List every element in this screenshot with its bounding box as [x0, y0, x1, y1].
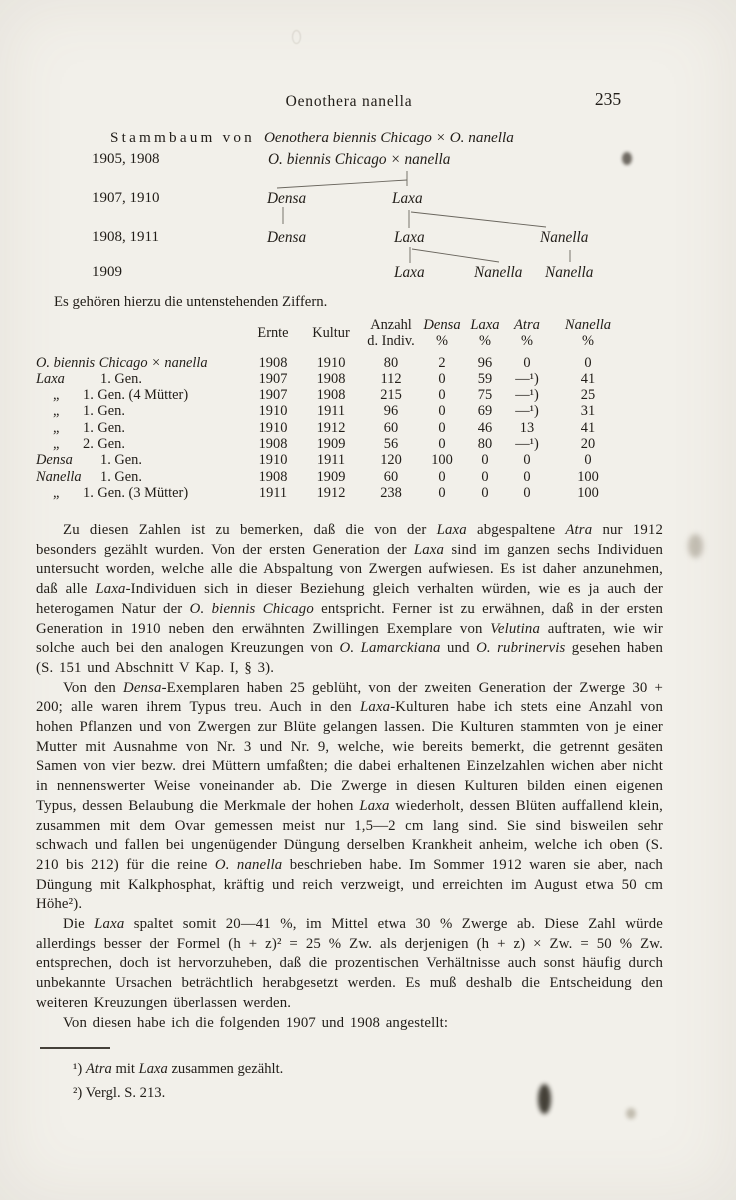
- cell-laxa: 80: [477, 436, 493, 453]
- row-label: „ 1. Gen. (4 Mütter): [53, 387, 189, 404]
- cell-densa: 0: [438, 403, 446, 420]
- cell-ernte: 1910: [258, 452, 288, 469]
- cell-nanella: 20: [580, 436, 596, 453]
- paragraph-2: Von den Densa-Exemplaren haben 25 geblüht, von der zweiten Generation der Zwerge 30 + 200; alle waren ihrem Typus treu. Auch in den Laxa-Kulturen habe ich stets eine Anzahl von hohen Pflanzen und von Zwergen zur Blüte gelangen lassen. Die Kulturen stammten von je einer Mutter mit Ausnahme von Nr. 3 und Nr. 9, welche, wie bereits bemerkt, die getrennt gesäten Samen von vier bezw. drei Müttern umfaßten; die dabei erhaltenen Einzelzahlen wichen aber nicht in nennenswerter Weise voneinander ab. Die Zwerge in diesen Kulturen bilden einen eigenen Typus, dessen Belaubung die Merkmale der hohen Laxa wiederholt, dessen Blüten auffallend klein, zusammen mit dem Ovar gemessen meist nur 1,5—2 cm lang sind. Sie sind bisweilen sehr schwach und fallen bei ungenügender Düngung derselben Krankheit anheim, welche ich oben (S. 210 bis 212) für die reine O. nanella beschrieben habe. Im Sommer 1912 waren sie aber, nach Düngung mit Kalkphosphat, kräftig und reich verzweigt, und erreichten im August etwa 50 cm Höhe²).: [36, 679, 663, 913]
- table-intro: Es gehören hierzu die untenstehenden Ziffern.: [54, 294, 328, 310]
- tree-year-1909: 1909: [92, 264, 122, 280]
- cell-kultur: 1912: [316, 419, 346, 436]
- cell-ernte: 1907: [258, 387, 288, 404]
- header-atra: Atra %: [514, 317, 540, 350]
- cell-ernte: 1907: [258, 370, 288, 387]
- ink-smudge: [622, 152, 632, 165]
- header-nanella: Nanella %: [564, 317, 612, 350]
- cell-densa: 0: [438, 419, 446, 436]
- cell-laxa: 69: [477, 403, 493, 420]
- cell-nanella: 41: [580, 370, 596, 387]
- cell-kultur: 1909: [316, 436, 346, 453]
- cell-densa: 0: [438, 468, 446, 485]
- tree-year-1905-1908: 1905, 1908: [92, 151, 160, 167]
- tree-node-nanella-gen3b: Nanella: [545, 264, 594, 281]
- cell-indiv: 60: [383, 468, 399, 485]
- cell-indiv: 56: [383, 436, 399, 453]
- paragraph-4: Von diesen habe ich die folgenden 1907 und 1908 angestellt:: [63, 1014, 449, 1031]
- cell-atra: 0: [523, 354, 531, 371]
- cell-ernte: 1910: [258, 403, 288, 420]
- row-label: „ 1. Gen.: [53, 403, 125, 420]
- tree-node-nanella-gen3a: Nanella: [474, 264, 523, 281]
- cell-densa: 0: [438, 436, 446, 453]
- cell-nanella: 41: [580, 419, 596, 436]
- cell-densa: 0: [438, 484, 446, 501]
- stammbaum-heading-species: Oenothera biennis Chicago × O. nanella: [263, 129, 514, 146]
- row-label: „ 1. Gen.: [53, 419, 125, 436]
- cell-kultur: 1910: [316, 354, 346, 371]
- cell-ernte: 1908: [258, 468, 288, 485]
- page-number: 235: [594, 89, 622, 109]
- cell-atra: 0: [523, 484, 531, 501]
- cell-kultur: 1912: [316, 484, 346, 501]
- cell-densa: 2: [438, 354, 446, 371]
- tree-connector-lines: [0, 0, 736, 300]
- tree-node-laxa-gen3: Laxa: [394, 264, 425, 281]
- row-label: „ 1. Gen. (3 Mütter): [53, 484, 189, 501]
- cell-nanella: 31: [580, 403, 596, 420]
- cell-atra: —¹): [515, 370, 539, 387]
- row-label: Densa 1. Gen.: [36, 452, 142, 469]
- cell-indiv: 215: [380, 387, 402, 404]
- tree-node-densa-gen1: Densa: [267, 190, 307, 207]
- footnote-1: ¹) Atra mit Laxa zusammen gezählt.: [73, 1061, 284, 1077]
- tree-node-nanella-gen2: Nanella: [540, 229, 589, 246]
- ink-smudge: [688, 534, 703, 558]
- stammbaum-heading: [110, 129, 514, 147]
- cell-indiv: 96: [383, 403, 399, 420]
- tree-node-laxa-gen2: Laxa: [394, 229, 425, 246]
- cell-atra: 0: [523, 452, 531, 469]
- ink-smudge: [292, 30, 301, 44]
- paragraph-3: Die Laxa spaltet somit 20—41 %, im Mittel etwa 30 % Zwerge ab. Diese Zahl würde allerdings besser der Formel (h + z)² = 25 % Zw. als derjenigen (h + z) × Zw. = 50 % Zw. entsprechen, doch ist hervorzuheben, daß die prozentischen Verhältnisse auch sonst häufig durch unbekannte Ursachen beträchtlich herabgesetzt werden. Es muß deshalb die Entscheidung den weiteren Kreuzungen überlassen werden.: [36, 916, 663, 1011]
- cell-atra: 13: [519, 419, 535, 436]
- table-row: [36, 436, 630, 452]
- cell-indiv: 60: [383, 419, 399, 436]
- cell-atra: —¹): [515, 387, 539, 404]
- cell-indiv: 112: [380, 370, 402, 387]
- cell-atra: —¹): [515, 436, 539, 453]
- stammbaum-heading-prefix: Stammbaum von: [110, 129, 255, 146]
- cell-atra: 0: [523, 468, 531, 485]
- table-row: [36, 485, 630, 501]
- cell-nanella: 0: [584, 354, 592, 371]
- cell-densa: 0: [438, 387, 446, 404]
- cell-nanella: 100: [577, 468, 599, 485]
- tree-year-1907-1910: 1907, 1910: [92, 190, 160, 206]
- ink-smudge: [626, 1108, 636, 1119]
- header-densa: Densa %: [423, 317, 461, 350]
- cell-indiv: 238: [380, 484, 402, 501]
- tree-node-cross: O. biennis Chicago × nanella: [268, 151, 451, 168]
- results-table: [36, 317, 630, 501]
- footnote-2: ²) Vergl. S. 213.: [73, 1085, 166, 1101]
- row-label: Laxa 1. Gen.: [36, 370, 142, 387]
- body-text: [36, 521, 663, 1033]
- table-row: [36, 420, 630, 436]
- cell-indiv: 80: [383, 354, 399, 371]
- row-label: „ 2. Gen.: [53, 436, 125, 453]
- row-label: O. biennis Chicago × nanella: [36, 354, 208, 371]
- cell-kultur: 1909: [316, 468, 346, 485]
- tree-year-1908-1911: 1908, 1911: [92, 229, 159, 245]
- table-row: [36, 355, 630, 371]
- cell-laxa: 59: [477, 370, 493, 387]
- cell-nanella: 0: [584, 452, 592, 469]
- paragraph-1: Zu diesen Zahlen ist zu bemerken, daß die von der Laxa abgespaltene Atra nur 1912 besonders gezählt wurden. Von der ersten Generation der Laxa sind im ganzen sechs Individuen untersucht worden, welche alle die Abspaltung von Zwergen aufwiesen. Es ist daher anzunehmen, daß alle Laxa-Individuen sich in dieser Beziehung gleich verhalten würden, wie es ja auch der heterogamen Natur der O. biennis Chicago entspricht. Ferner ist zu erwähnen, daß in der ersten Generation in 1910 neben den erwähnten Zwillingen Exemplare von Velutina auftraten, wie wir solche auch bei den analogen Kreuzungen von O. Lamarckiana und O. rubrinervis gesehen haben (S. 151 und Abschnitt V Kap. I, § 3).: [36, 522, 664, 676]
- table-row: [36, 469, 630, 485]
- cell-laxa: 96: [477, 354, 493, 371]
- cell-ernte: 1908: [258, 354, 288, 371]
- cell-indiv: 120: [380, 452, 402, 469]
- cell-atra: —¹): [515, 403, 539, 420]
- cell-laxa: 0: [481, 452, 489, 469]
- row-label: Nanella 1. Gen.: [36, 468, 142, 485]
- cell-densa: 0: [438, 370, 446, 387]
- table-row: [36, 387, 630, 403]
- cell-laxa: 46: [477, 419, 493, 436]
- tree-node-laxa-gen1: Laxa: [392, 190, 423, 207]
- cell-kultur: 1911: [316, 452, 346, 469]
- cell-nanella: 25: [580, 387, 596, 404]
- cell-kultur: 1911: [316, 403, 346, 420]
- cell-ernte: 1908: [258, 436, 288, 453]
- cell-densa: 100: [431, 452, 453, 469]
- cell-kultur: 1908: [316, 370, 346, 387]
- cell-ernte: 1911: [258, 484, 288, 501]
- cell-nanella: 100: [577, 484, 599, 501]
- cell-ernte: 1910: [258, 419, 288, 436]
- header-ernte: Ernte: [257, 325, 289, 342]
- cell-laxa: 0: [481, 468, 489, 485]
- ink-smudge: [538, 1084, 551, 1114]
- header-label-col: [36, 317, 244, 355]
- cell-kultur: 1908: [316, 387, 346, 404]
- footnote-rule: [40, 1047, 110, 1049]
- table-row: [36, 403, 630, 419]
- header-laxa: Laxa %: [470, 317, 500, 350]
- table-row: [36, 452, 630, 468]
- cell-laxa: 75: [477, 387, 493, 404]
- cell-laxa: 0: [481, 484, 489, 501]
- header-kultur: Kultur: [312, 325, 350, 342]
- table-header-row: [36, 317, 630, 355]
- table-row: [36, 371, 630, 387]
- tree-node-densa-gen2: Densa: [267, 229, 307, 246]
- running-head: Oenothera nanella: [285, 93, 413, 110]
- header-anzahl: Anzahl d. Indiv.: [367, 317, 415, 350]
